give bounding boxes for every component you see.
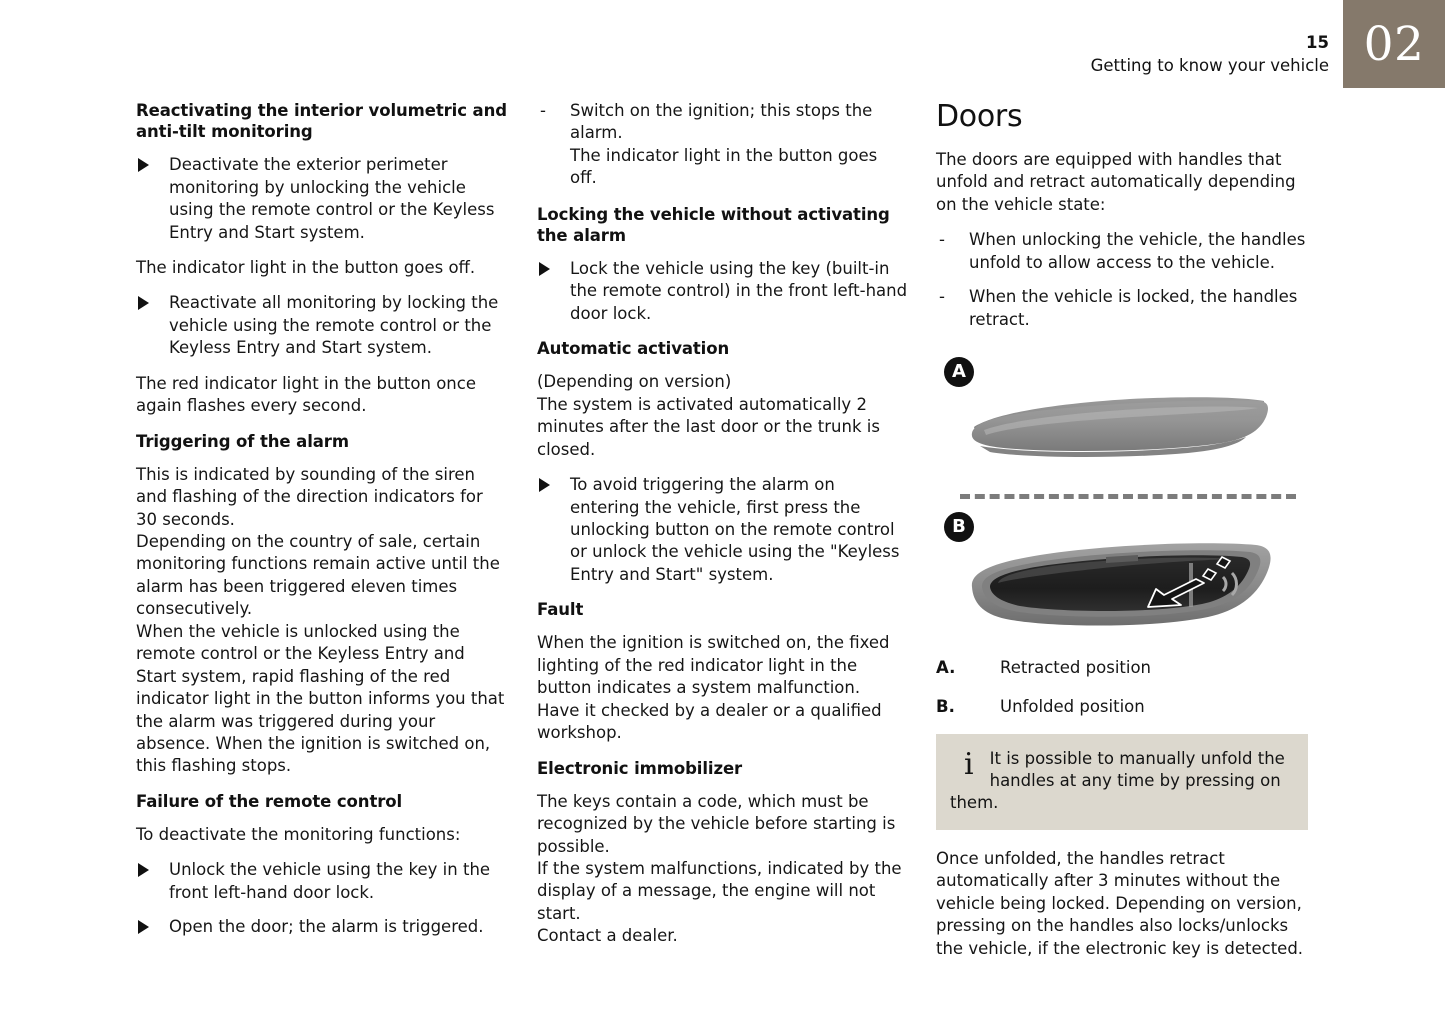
list-item (136, 916, 508, 938)
para-system-malfunctions: If the system malfunctions, indicated by the display of a message, the engine will not start. (537, 859, 902, 923)
page-title-doors: Doors (936, 99, 1023, 134)
info-note-content (950, 748, 1292, 814)
list-item-text: Unlock the vehicle using the key in the front left-hand door lock. (169, 860, 491, 902)
illustration-marker-a (944, 357, 974, 387)
para-fixed-lighting-malfunction: When the ignition is switched on, the fixed lighting of the red indicator light in the button indicates a system malfunction. (537, 633, 890, 698)
heading-fault: Fault (537, 600, 584, 620)
para-keys-contain-code: The keys contain a code, which must be recognized by the vehicle before starting is possible. (537, 791, 896, 856)
info-icon: i (964, 746, 974, 782)
para-siren-indication: This is indicated by sounding of the siren and flashing of the direction indicators for 30 seconds. (136, 464, 483, 529)
page-columns (0, 100, 1445, 1018)
list-item (136, 154, 508, 244)
chapter-title: Getting to know your vehicle (1090, 55, 1329, 75)
heading-reactivating-monitoring: Reactivating the interior volumetric and anti-tilt monitoring (136, 101, 507, 142)
illustration-legend (936, 657, 1308, 718)
marker-a-label: A (952, 361, 966, 383)
para-depending-on-version: (Depending on version) (537, 372, 732, 392)
list-item (537, 258, 909, 325)
list-reactivate-all (136, 292, 508, 359)
para-country-of-sale: Depending on the country of sale, certain monitoring functions remain active until the alarm has been triggered eleven times consecutively. (136, 532, 500, 619)
column-3 (936, 100, 1308, 973)
door-handle-unfolded-icon (960, 535, 1280, 630)
info-note-text: It is possible to manually unfold the handles at any time by pressing on them. (950, 748, 1285, 812)
list-item (537, 100, 909, 190)
list-item-text: When the vehicle is locked, the handles retract. (969, 287, 1298, 329)
para-rapid-flashing: When the vehicle is unlocked using the remote control or the Keyless Entry and Start system, rapid flashing of the red indicator light in the button informs you that the alarm was triggered during your absence. When the ignition is switched on, this flashing stops. (136, 621, 505, 776)
legend-key: B. (936, 696, 955, 716)
para-handles-auto-retract: Once unfolded, the handles retract automatically after 3 minutes without the vehicle being locked. Depending on version, pressing on the handles also locks/unlocks the vehicle, if the electronic key is detected. (936, 848, 1304, 958)
list-item (136, 859, 508, 904)
list-avoid-triggering (537, 474, 909, 586)
para-doors-intro: The doors are equipped with handles that unfold and retract automatically depending on the vehicle state: (936, 150, 1296, 214)
heading-electronic-immobilizer: Electronic immobilizer (537, 758, 743, 778)
list-item (936, 286, 1308, 331)
header-meta (1091, 34, 1329, 76)
list-item (936, 229, 1308, 274)
column-2 (537, 100, 909, 961)
list-failure-steps (136, 859, 508, 938)
para-system-auto-activated: The system is activated automatically 2 minutes after the last door or the trunk is closed. (537, 394, 880, 459)
list-item-text: Deactivate the exterior perimeter monitoring by unlocking the vehicle using the remote control or the Keyless Entry and Start system. (169, 155, 495, 242)
page-header (0, 0, 1445, 90)
para-contact-dealer: Contact a dealer. (537, 926, 678, 946)
list-item-text: Lock the vehicle using the key (built-in the remote control) in the front left-hand door lock. (570, 258, 908, 323)
list-item-text: To avoid triggering the alarm on entering the vehicle, first press the unlocking button on the remote control or unlock the vehicle using the "Keyless Entry and Start" system. (570, 475, 900, 584)
heading-failure-remote-control: Failure of the remote control (136, 791, 403, 811)
heading-locking-without-alarm: Locking the vehicle without activating the alarm (537, 204, 890, 245)
para-deactivate-monitoring: To deactivate the monitoring functions: (136, 824, 461, 844)
arrow-bullet-icon (138, 863, 149, 877)
list-switch-ignition (537, 100, 909, 190)
list-reactivating-steps (136, 154, 508, 244)
para-red-indicator-flashes: The red indicator light in the button once again flashes every second. (136, 373, 476, 416)
arrow-bullet-icon (539, 478, 550, 492)
list-item (136, 292, 508, 359)
list-item-subtext: The indicator light in the button goes off. (570, 145, 878, 188)
door-handle-retracted-icon (960, 387, 1280, 477)
heading-automatic-activation: Automatic activation (537, 339, 730, 359)
list-handle-states (936, 229, 1308, 331)
list-item-text: Switch on the ignition; this stops the alarm. (570, 101, 873, 143)
illustration-divider (960, 494, 1296, 499)
list-item-text: Open the door; the alarm is triggered. (169, 917, 484, 937)
legend-row (936, 657, 1308, 679)
chapter-tab-number: 02 (1363, 16, 1425, 72)
dash-bullet-icon: - (939, 287, 945, 307)
arrow-bullet-icon (138, 158, 149, 172)
marker-b-label: B (952, 516, 966, 538)
arrow-bullet-icon (138, 296, 149, 310)
dash-bullet-icon: - (939, 230, 945, 250)
info-note-box (936, 734, 1308, 830)
dash-bullet-icon: - (540, 101, 546, 120)
para-have-it-checked: Have it checked by a dealer or a qualified workshop. (537, 700, 882, 743)
page-number: 15 (1306, 33, 1329, 52)
heading-triggering-alarm: Triggering of the alarm (136, 431, 349, 451)
legend-value: Unfolded position (1000, 696, 1145, 716)
para-indicator-goes-off: The indicator light in the button goes off. (136, 257, 476, 277)
door-handle-illustration (936, 349, 1308, 649)
list-item (537, 474, 909, 586)
legend-key: A. (936, 658, 956, 678)
list-item-text: When unlocking the vehicle, the handles unfold to allow access to the vehicle. (969, 230, 1306, 272)
column-1 (136, 100, 508, 952)
chapter-tab (1343, 0, 1445, 88)
arrow-bullet-icon (138, 920, 149, 934)
arrow-bullet-icon (539, 262, 550, 276)
legend-value: Retracted position (1000, 658, 1152, 678)
list-item-text: Reactivate all monitoring by locking the vehicle using the remote control or the Keyless Entry and Start system. (169, 293, 499, 358)
legend-row (936, 696, 1308, 718)
list-lock-with-key (537, 258, 909, 325)
